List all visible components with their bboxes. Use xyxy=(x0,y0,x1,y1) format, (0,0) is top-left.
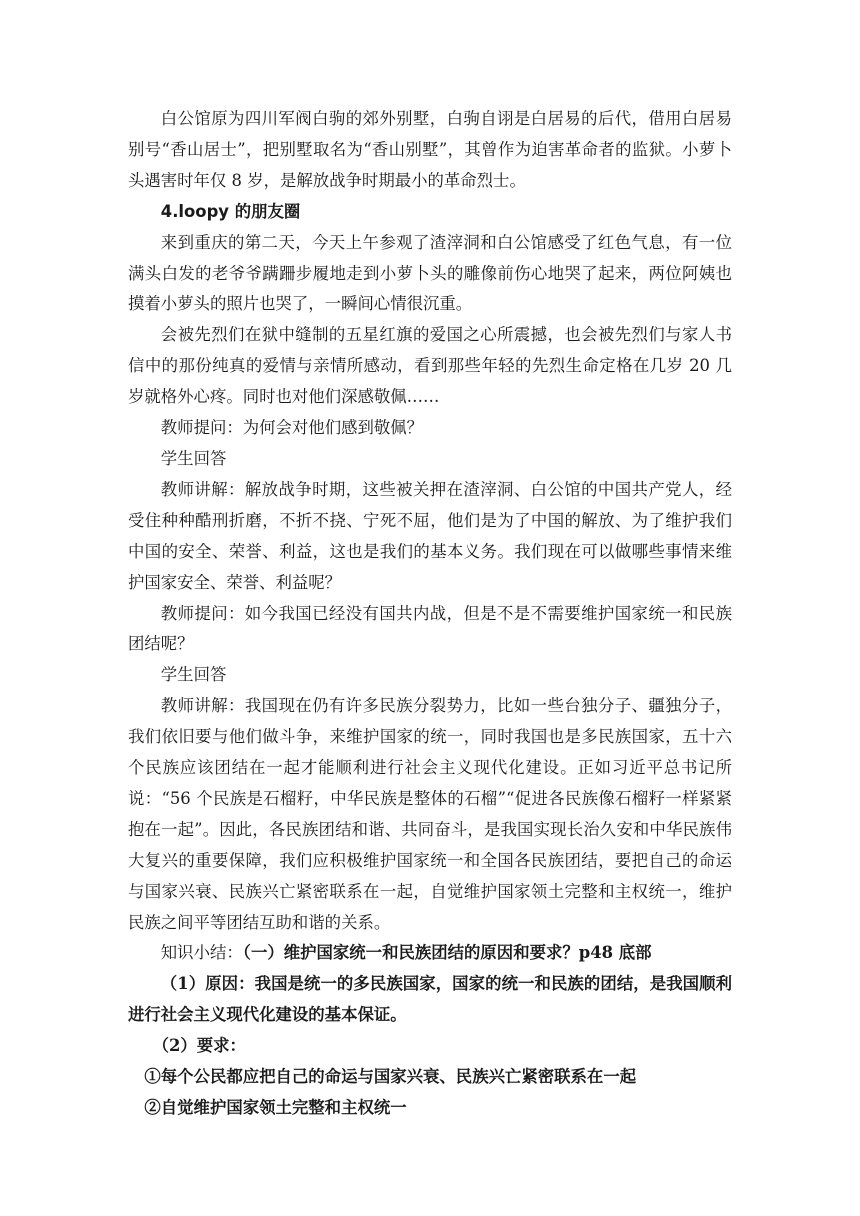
teacher-question-2: 教师提问：如今我国已经没有国共内战，但是不是不需要维护国家统一和民族团结呢？ xyxy=(128,603,732,654)
student-answer-2: 学生回答 xyxy=(160,665,227,685)
requirement-item-2: ②自觉维护国家领土完整和主权统一 xyxy=(144,1098,407,1117)
teacher-question-1: 教师提问：为何会对他们感到敬佩？ xyxy=(160,418,424,438)
paragraph-baigongguan: 白公馆原为四川军阀白驹的郊外别墅，白驹自诩是白居易的后代，借用白居易别号“香山居士”，把别墅取名为“香山别墅”，其曾作为迫害革命者的监狱。小萝卜头遇害时年仅 8 岁，是解放战争时期最小的革命烈士。 xyxy=(128,109,732,190)
summary-title: （一）维护国家统一和民族团结的原因和要求？p48 底部 xyxy=(242,943,652,963)
knowledge-summary xyxy=(128,938,732,969)
paragraph-moments-2: 会被先烈们在狱中缝制的五星红旗的爱国之心所震撼，也会被先烈们与家人书信中的那份纯真的爱情与亲情所感动，看到那些年轻的先烈生命定格在几岁 20 几岁就格外心疼。同时也对他们深感敬佩…… xyxy=(128,325,732,407)
paragraph-moments-1: 来到重庆的第二天，今天上午参观了渣滓洞和白公馆感受了红色气息，有一位满头白发的老爷爷蹒跚步履地走到小萝卜头的雕像前伤心地哭了起来，两位阿姨也摸着小萝头的照片也哭了，一瞬间心情很沉重。 xyxy=(128,232,732,314)
summary-lead: 知识小结： xyxy=(160,943,243,963)
summary-reason: （1）原因：我国是统一的多民族国家，国家的统一和民族的团结，是我国顺利进行社会主义现代化建设的基本保证。 xyxy=(128,974,732,1025)
teacher-explanation-1: 教师讲解：解放战争时期，这些被关押在渣滓洞、白公馆的中国共产党人，经受住种种酷刑折磨，不折不挠、宁死不屈，他们是为了中国的解放、为了维护我们中国的安全、荣誉、利益，这也是我们的基本义务。我们现在可以做哪些事情来维护国家安全、荣誉、利益呢？ xyxy=(128,479,732,592)
student-answer-1: 学生回答 xyxy=(160,448,227,468)
document-page xyxy=(128,104,732,1124)
section-heading-loopy: 4.loopy 的朋友圈 xyxy=(160,201,301,221)
summary-requirements-heading: （2）要求： xyxy=(152,1036,246,1056)
requirement-item-1: ①每个公民都应把自己的命运与国家兴衰、民族兴亡紧密联系在一起 xyxy=(144,1067,637,1087)
teacher-explanation-2: 教师讲解：我国现在仍有许多民族分裂势力，比如一些台独分子、疆独分子，我们依旧要与他们做斗争，来维护国家的统一，同时我国也是多民族国家，五十六个民族应该团结在一起才能顺利进行社会主义现代化建设。正如习近平总书记所说：“56 个民族是石榴籽，中华民族是整体的石榴”“促进各民族像石榴籽一样紧紧抱在一起”。因此，各民族团结和谐、共同奋斗，是我国实现长治久安和中华民族伟大复兴的重要保障，我们应积极维护国家统一和全国各民族团结，要把自己的命运与国家兴衰、民族兴亡紧密联系在一起，自觉维护国家领土完整和主权统一，维护民族之间平等团结互助和谐的关系。 xyxy=(128,696,732,932)
